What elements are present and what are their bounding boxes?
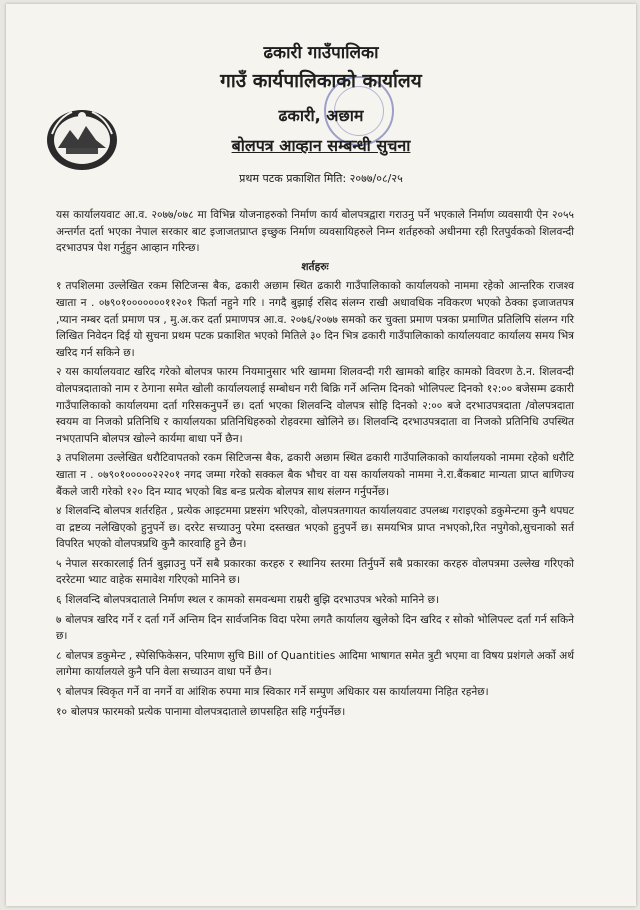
clause-number: ८ — [56, 649, 62, 662]
clause-text: शिलवन्दि बोलपत्रदाताले निर्माण स्थल र कामको समवन्धमा राम्ररी बुझि दरभाउपत्र भरेको मानिने छ। — [65, 594, 440, 607]
clause-text: शिलवन्दि बोलपत्र शर्तरहित , प्रत्येक आइटममा प्रष्टसंग भरिएको, वोलपत्रतगायत कार्यालयवाट उपलब्ध गराइएको डकुमेन्टमा कुनै थपघट वा द्रष्टव्य नलेखिएको हुनुपर्ने छ। दररेट सच्याउनु परेमा दस्तखत भएको हुनुपर्ने छ। समयभित्र प्राप्त नभएको,रित नपुगेको,सुचनाको सर्त विपरित भएको वोलपत्रप्रथि कुनै कारवाहि हुने छैन। — [56, 505, 574, 551]
clause-item — [56, 364, 574, 447]
clause-number: ५ — [56, 557, 62, 570]
clause-text: बोलपत्र स्विकृत गर्ने वा नगर्ने वा आंशिक रुपमा मात्र स्विकार गर्ने सम्पुण अधिकार यस कार्यालयमा निहित रहनेछ। — [65, 686, 489, 699]
clause-number: ३ — [56, 452, 62, 465]
municipality-name: ढकारी गाउँपालिका — [263, 43, 379, 63]
intro-paragraph: यस कार्यालयवाट आ.व. २०७७/०७८ मा विभिन्न योजनाहरुको निर्माण कार्य बोलपत्रद्वारा गराउनु पर्ने भएकाले निर्माण व्यवसायी ऐन २०५५ अन्तर्गत दर्ता भएका नेपाल सरकार बाट इजाजतप्राप्त इच्छुक निर्माण व्यवसायिहरुले निम्न शर्तहरुको अधीनमा रही रितपुर्वकको शिलवन्दी दरभाउपत्र पेश गर्नुहुन आव्हान गरिन्छ। — [56, 209, 574, 255]
clause-number: २ — [56, 366, 62, 379]
clause-number: ४ — [56, 505, 62, 518]
clause-item — [56, 503, 574, 553]
clause-item — [56, 648, 574, 681]
notice-page — [6, 4, 636, 906]
clause-text: तपशिलमा उल्लेखित धरौटिवापतको रकम सिटिजन्स बैक, ढकारी अछाम स्थित ढकारी गाउँपालिकाको कार्यालयको नाममा रहेको धरौटि खाता न . ०७९०१०००००२२२०१ नगद जम्मा गरेको सक्कल बैक भौचर वा यस कार्यालयको नाममा ने.रा.बैंकबाट मान्यता प्राप्त बाणिज्य बैंकले जारी गरेको १२० दिन म्याद भएको बिड बन्ड प्रत्येक बोलपत्र साथ संलग्न गर्नुपर्नेछ। — [56, 452, 574, 498]
clause-text: बोलपत्र डकुमेन्ट , स्पेसिफिकेसन, परिमाण सुचि Bill of Quantities आदिमा भाषागत समेत त्रुटी भएमा वा विषय प्रशंगले अर्को अर्थ लागेमा कार्यालयले कुनै पनि वेला सच्याउन वाधा पर्ने छैन। — [56, 649, 574, 679]
terms-heading: शर्तहरुः — [301, 260, 329, 273]
clause-text: बोलपत्र फारमको प्रत्येक पानामा वोलपत्रदाताले छापसहित सहि गर्नुपर्नेछ। — [71, 705, 346, 718]
clause-text: यस कार्यालयवाट खरिद गरेको बोलपत्र फारम नियमानुसार भरि खाममा शिलवन्दी गरी खामको बाहिर कामको विवरण ठे.न. शिलवन्दी वोलपत्रदाताको नाम र ठेगाना समेत खोली कार्यालयलाई सम्बोधन गरी बिक्रि गर्ने अन्तिम दिनको भोलिपल्ट दिनको १२:०० बजेसम्म ढकारी गाउँपालिकाको कार्यालयमा दर्ता गरिसकनुपर्ने छ। दर्ता भएका शिलवन्दि वोलपत्र सोहि दिनको २:०० बजे दरभाउपत्रदाता /वोलपत्रदाता स्वयम वा निजको प्रतिनिधि र कार्यालयका प्रतिनिधिहरुको रोहवरमा खोलिने छ। शिलवन्दि दरभाउपत्रदाता वा निजको प्रतिनिधि उपस्थित नभएतापनि बोलपत्र खोल्ने कार्यमा बाधा पर्ने छैन। — [56, 366, 574, 445]
publish-date: प्रथम पटक प्रकाशित मिति: २०७७/०८/२५ — [239, 172, 403, 185]
clause-number: १ — [56, 280, 62, 293]
clause-item — [56, 450, 574, 500]
office-address: ढकारी, अछाम — [278, 106, 364, 125]
clause-number: ७ — [56, 613, 62, 626]
clause-item — [56, 704, 574, 721]
notice-body — [56, 207, 574, 720]
clause-item — [56, 612, 574, 645]
clause-text: नेपाल सरकारलाई तिर्न बुझाउनु पर्ने सबै प्रकारका करहरु र स्थानिय स्तरमा तिर्नुपर्ने सबै प्रकारका करहरु वोलपत्रमा उल्लेख गरिएको दररेटमा भ्याट वाहेक समावेश गरिएको मानिने छ। — [56, 557, 574, 587]
clause-text: बोलपत्र खरिद गर्ने र दर्ता गर्ने अन्तिम दिन सार्वजनिक विदा परेमा लगतै कार्यालय खुलेको दिन खरिद र सोको भोलिपल्ट दर्ता गर्न सकिने छ। — [56, 613, 574, 643]
clause-item — [56, 556, 574, 589]
clause-item — [56, 592, 574, 609]
clause-item — [56, 684, 574, 701]
office-name: गाउँ कार्यपालिकाको कार्यालय — [220, 70, 422, 92]
clause-item — [56, 278, 574, 361]
clause-number: ९ — [56, 686, 62, 699]
clause-number: ६ — [56, 594, 62, 607]
clause-number: १० — [56, 705, 68, 718]
notice-title: बोलपत्र आव्हान सम्बन्धी सुचना — [231, 136, 411, 155]
clause-text: तपशिलमा उल्लेखित रकम सिटिजन्स बैक, ढकारी अछाम स्थित ढकारी गाउँपालिकाको कार्यालयको नाममा रहेको आन्तरिक राजश्व खाता न . ०७९०१०००००००११२०१ फिर्ता नहुने गरि । नगदै बुझाई रसिद संलग्न राखी अधावधिक नविकरण भएको ठेक्का इजाजतपत्र ,प्यान नम्बर दर्ता प्रमाण पत्र , मु.अ.कर दर्ता प्रमाणपत्र आ.व. २०७६/२०७७ समको कर चुक्ता प्रमाण पत्रका प्रमाणित प्रतिलिपि संलग्न गरि लिखित निवेदन दिई यो सुचना प्रथम पटक प्रकाशित भएको मितिले ३० दिन भित्र ढकारी गाउँपालिकाको कार्यालयवाट कार्यालय समय भित्र खरिद गर्न सकिने छ। — [56, 280, 574, 359]
